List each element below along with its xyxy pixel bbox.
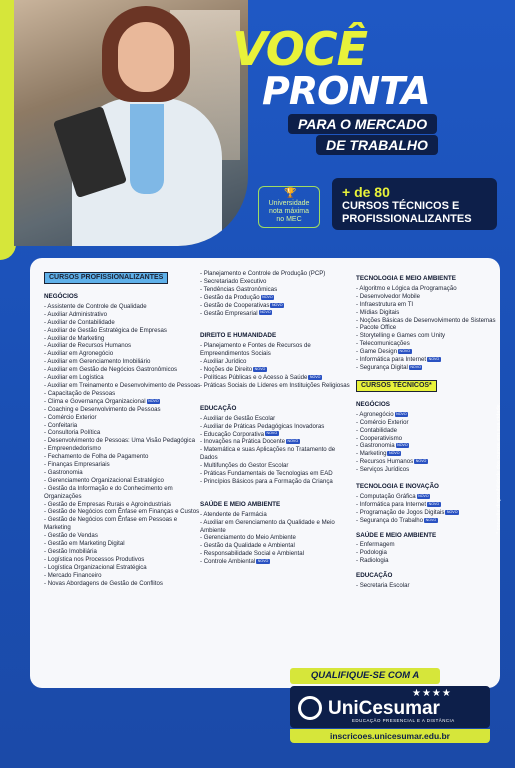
course-name: - Gerenciamento do Meio Ambiente xyxy=(200,534,296,542)
course-name: - Segurança do Trabalho xyxy=(356,516,424,524)
course-name: - Podologia xyxy=(356,549,387,557)
course-item xyxy=(356,501,500,509)
course-name: - Auxiliar em Gestão de Negócios Gastronômicos xyxy=(44,366,178,374)
course-name: - Tendências Gastronômicas xyxy=(200,285,278,293)
course-item xyxy=(44,327,204,335)
headline-line2: PRONTA xyxy=(262,69,430,113)
brand-tagline: EDUCAÇÃO PRESENCIAL E A DISTÂNCIA xyxy=(352,718,455,723)
course-name: - Práticas Fundamentais de Tecnologias em EAD xyxy=(200,470,333,478)
course-name: - Controle Ambiental xyxy=(200,558,256,566)
course-item xyxy=(356,340,500,348)
course-item xyxy=(356,419,500,427)
column-3 xyxy=(356,270,500,590)
course-section xyxy=(200,332,352,389)
course-item xyxy=(356,309,500,317)
new-badge: NOVO xyxy=(428,356,440,361)
course-item xyxy=(44,477,204,485)
course-name: - Gestão de Negócios com Ênfase em Finanças e Custos xyxy=(44,508,200,516)
course-name: - Planejamento e Controle de Produção (PCP) xyxy=(200,270,326,277)
course-item xyxy=(44,540,204,548)
new-badge: NOVO xyxy=(309,374,321,379)
course-item xyxy=(356,541,500,549)
course-section xyxy=(356,572,500,590)
course-item xyxy=(44,303,204,311)
course-item xyxy=(44,350,204,358)
new-badge: NOVO xyxy=(271,302,283,307)
new-badge: NOVO xyxy=(415,459,427,464)
course-item xyxy=(200,310,352,318)
course-item xyxy=(44,437,204,445)
course-item xyxy=(356,450,500,458)
rating-stars: ★★★★ xyxy=(412,688,452,699)
course-item xyxy=(44,398,204,406)
course-name: - Radiologia xyxy=(356,557,389,565)
course-name: - Mercado Financeiro xyxy=(44,571,102,579)
course-name: - Princípios Básicos para a Formação da Criança xyxy=(200,477,333,485)
section-title: EDUCAÇÃO xyxy=(356,572,393,580)
course-name: - Coaching e Desenvolvimento de Pessoas xyxy=(44,405,161,413)
new-badge: NOVO xyxy=(262,294,273,299)
category-heading: CURSOS TÉCNICOS* xyxy=(356,380,437,392)
course-name: - Desenvolvedor Mobile xyxy=(356,292,421,300)
course-item xyxy=(44,366,204,374)
course-item xyxy=(200,358,352,366)
course-name: - Segurança Digital xyxy=(356,363,408,371)
course-list xyxy=(200,270,352,317)
course-name: - Noções de Direito xyxy=(200,366,253,374)
course-name: - Pacote Office xyxy=(356,324,397,332)
course-name: - Multifunções do Gestor Escolar xyxy=(200,462,289,470)
courses-count: + de 80 xyxy=(342,184,390,200)
course-name: - Gerenciamento Organizacional Estratégico xyxy=(44,476,164,484)
mec-line1: Universidade xyxy=(268,200,310,207)
course-item xyxy=(200,278,352,286)
course-section xyxy=(356,532,500,566)
section-title: TECNOLOGIA E MEIO AMBIENTE xyxy=(356,275,456,282)
course-item xyxy=(356,285,500,293)
course-item xyxy=(200,542,352,550)
course-name: - Atendente de Farmácia xyxy=(200,510,267,518)
qualify-banner: QUALIFIQUE-SE COM A xyxy=(290,668,440,684)
course-item xyxy=(44,453,204,461)
course-name: - Algoritmo e Lógica da Programação xyxy=(356,284,457,292)
course-name: - Clima e Governança Organizacional xyxy=(44,397,146,405)
course-item xyxy=(44,485,204,501)
courses-count-line2: PROFISSIONALIZANTES xyxy=(342,213,472,225)
brand-name: UniCesumar xyxy=(328,698,440,719)
course-section xyxy=(356,275,500,372)
course-item xyxy=(200,550,352,558)
course-item xyxy=(44,311,204,319)
new-badge: NOVO xyxy=(418,493,429,498)
course-item xyxy=(44,390,204,398)
course-name: - Gestão da Produção xyxy=(200,293,260,301)
course-name: - Auxiliar de Marketing xyxy=(44,334,105,342)
course-item xyxy=(44,382,204,390)
course-name: - Secretariado Executivo xyxy=(200,277,267,285)
course-name: - Game Design xyxy=(356,348,397,356)
course-item xyxy=(356,493,500,501)
new-badge: NOVO xyxy=(260,310,271,315)
course-name: - Gestão de Empresas Rurais e Agroindustriais xyxy=(44,500,172,508)
course-name: - Gestão em Marketing Digital xyxy=(44,540,125,548)
course-name: - Recursos Humanos xyxy=(356,458,414,466)
headline-tag2: DE TRABALHO xyxy=(316,135,438,155)
course-name: - Enfermagem xyxy=(356,541,395,549)
course-name: - Fechamento de Folha de Pagamento xyxy=(44,453,149,461)
course-item xyxy=(44,469,204,477)
course-name: - Desenvolvimento de Pessoas: Uma Visão Pedagógica xyxy=(44,437,195,445)
course-name: - Cooperativismo xyxy=(356,434,403,442)
course-name: - Comércio Exterior xyxy=(356,418,409,426)
course-item xyxy=(356,557,500,565)
course-name: - Auxiliar de Práticas Pedagógicas Inovadoras xyxy=(200,422,325,430)
course-item xyxy=(200,431,352,439)
course-name: - Matemática e suas Aplicações no Tratamento de Dados xyxy=(200,446,336,462)
course-name: - Auxiliar Jurídico xyxy=(200,358,247,366)
column-1 xyxy=(44,272,204,588)
course-name: - Gestão da Informação e do Conhecimento em Organizações xyxy=(44,484,173,500)
course-item xyxy=(44,461,204,469)
headline-tag1: PARA O MERCADO xyxy=(288,114,437,134)
new-badge: NOVO xyxy=(287,439,299,444)
new-badge: NOVO xyxy=(428,501,440,506)
course-name: - Comércio Exterior xyxy=(44,413,97,421)
courses-count-box xyxy=(332,178,497,230)
brand-logo-box xyxy=(290,686,490,728)
course-name: - Empreendedorismo xyxy=(44,445,101,453)
course-name: - Novas Abordagens de Gestão de Conflitos xyxy=(44,579,163,587)
course-item xyxy=(356,442,500,450)
course-item xyxy=(200,511,352,519)
course-name: - Agronegócio xyxy=(356,410,394,418)
mec-line2: nota máxima xyxy=(268,208,310,215)
course-name: - Gastronomia xyxy=(44,468,83,476)
new-badge: NOVO xyxy=(266,431,278,436)
course-item xyxy=(200,342,352,358)
course-item xyxy=(44,406,204,414)
course-item xyxy=(200,423,352,431)
new-badge: NOVO xyxy=(148,398,159,403)
course-item xyxy=(44,374,204,382)
course-name: - Auxiliar em Agronegócio xyxy=(44,350,114,358)
course-item xyxy=(200,374,352,382)
course-item xyxy=(200,478,352,486)
course-name: - Gestão de Cooperativas xyxy=(200,301,270,309)
course-name: - Logística Organizacional Estratégica xyxy=(44,563,147,571)
course-section xyxy=(200,405,352,486)
course-name: - Gestão da Qualidade e Ambiental xyxy=(200,542,295,550)
course-name: - Políticas Públicas e o Acesso à Saúde xyxy=(200,373,308,381)
course-name: - Contabilidade xyxy=(356,426,397,434)
course-name: - Gestão de Negócios com Ênfase em Pessoas e Marketing xyxy=(44,516,178,532)
course-item xyxy=(200,294,352,302)
course-item xyxy=(44,516,204,532)
course-item xyxy=(200,558,352,566)
course-name: - Auxiliar de Gestão Escolar xyxy=(200,414,276,422)
course-name: - Auxiliar em Treinamento e Desenvolvimento de Pessoas xyxy=(44,381,201,389)
section-title: EDUCAÇÃO xyxy=(200,404,237,412)
course-item xyxy=(200,519,352,535)
course-item xyxy=(356,427,500,435)
course-section xyxy=(200,501,352,566)
website-link[interactable]: inscricoes.unicesumar.edu.br xyxy=(290,729,490,743)
course-item xyxy=(356,293,500,301)
course-name: - Gestão Empresarial xyxy=(200,309,258,317)
mec-badge xyxy=(258,186,320,228)
course-list xyxy=(44,303,204,588)
section-title: DIREITO E HUMANIDADE xyxy=(200,332,277,340)
course-item xyxy=(356,582,500,590)
course-item xyxy=(356,364,500,372)
course-item xyxy=(44,335,204,343)
course-name: - Logística nos Processos Produtivos xyxy=(44,555,145,563)
course-name: - Noções Básicas de Desenvolvimento de Sistemas xyxy=(356,316,496,324)
new-badge: NOVO xyxy=(397,443,408,448)
course-name: - Auxiliar em Logística xyxy=(44,374,104,382)
mec-line3: no MEC xyxy=(276,216,302,223)
course-name: - Informática para Internet xyxy=(356,356,427,364)
new-badge: NOVO xyxy=(254,366,266,371)
course-name: - Educação Corporativa xyxy=(200,430,265,438)
course-name: - Auxiliar em Gerenciamento da Qualidade e Meio Ambiente xyxy=(200,518,335,534)
course-item xyxy=(356,332,500,340)
new-badge: NOVO xyxy=(410,364,421,369)
category-heading: CURSOS PROFISSIONALIZANTES xyxy=(44,272,168,284)
course-item xyxy=(356,317,500,325)
course-name: - Planejamento e Fontes de Recursos de Empreendimentos Sociais xyxy=(200,342,311,358)
section-title: TECNOLOGIA E INOVAÇÃO xyxy=(356,483,439,491)
course-item xyxy=(44,580,204,588)
course-item xyxy=(356,301,500,309)
course-item xyxy=(44,358,204,366)
course-name: - Auxiliar de Contabilidade xyxy=(44,318,115,326)
course-name: - Marketing xyxy=(356,450,387,458)
course-name: - Mídias Digitais xyxy=(356,308,400,316)
course-item xyxy=(356,517,500,525)
availability-note: * consulte disponibilidade dos cursos em sua cidade. xyxy=(496,402,502,534)
course-section xyxy=(356,401,500,474)
course-item xyxy=(44,532,204,540)
course-item xyxy=(44,429,204,437)
new-badge: NOVO xyxy=(425,517,437,522)
course-item xyxy=(44,445,204,453)
new-badge: NOVO xyxy=(388,451,400,456)
course-name: - Serviços Jurídicos xyxy=(356,466,410,474)
course-name: - Gestão Imobiliária xyxy=(44,548,97,555)
course-item xyxy=(200,366,352,374)
course-name: - Storytelling e Games com Unity xyxy=(356,332,446,340)
course-item xyxy=(356,509,500,517)
course-item xyxy=(200,446,352,462)
course-name: - Secretaria Escolar xyxy=(356,582,410,590)
section-title: SAÚDE E MEIO AMBIENTE xyxy=(200,500,281,508)
course-name: - Computação Gráfica xyxy=(356,492,416,500)
course-item xyxy=(44,342,204,350)
course-item xyxy=(44,548,204,556)
hero-photo xyxy=(14,0,248,246)
course-name: - Responsabilidade Social e Ambiental xyxy=(200,550,304,558)
course-name: - Infraestrutura em TI xyxy=(356,300,414,308)
person-shirt xyxy=(130,104,164,194)
course-name: - Auxiliar Administrativo xyxy=(44,310,107,318)
course-item xyxy=(200,534,352,542)
course-item xyxy=(200,470,352,478)
course-item xyxy=(356,435,500,443)
course-name: - Finanças Empresariais xyxy=(44,461,110,469)
course-item xyxy=(44,564,204,572)
course-name: - Auxiliar de Gestão Estratégica de Empresas xyxy=(44,326,167,334)
trophy-icon: 🏆 xyxy=(284,188,297,199)
course-name: - Auxiliar de Recursos Humanos xyxy=(44,342,132,350)
course-name: - Gastronomia xyxy=(356,442,395,450)
course-item xyxy=(44,422,204,430)
section-title: SAÚDE E MEIO AMBIENTE xyxy=(356,531,437,539)
course-item xyxy=(356,356,500,364)
course-name: - Telecomunicações xyxy=(356,340,410,348)
column-2 xyxy=(200,270,352,566)
new-badge: NOVO xyxy=(399,349,411,354)
course-item xyxy=(356,324,500,332)
course-item xyxy=(200,286,352,294)
course-name: - Programação de Jogos Digitais xyxy=(356,508,445,516)
course-item xyxy=(44,556,204,564)
course-item xyxy=(44,414,204,422)
course-name: - Capacitação de Pessoas xyxy=(44,389,116,397)
course-item xyxy=(44,572,204,580)
course-item xyxy=(356,411,500,419)
course-item xyxy=(200,438,352,446)
course-name: - Confeitaria xyxy=(44,421,78,429)
course-item xyxy=(200,382,352,390)
course-name: - Informática para Internet xyxy=(356,500,427,508)
course-name: - Auxiliar em Gerenciamento Imobiliário xyxy=(44,358,151,366)
headline-line1: VOCÊ xyxy=(232,22,368,76)
courses-count-line1: CURSOS TÉCNICOS E xyxy=(342,200,460,212)
course-sections xyxy=(200,317,352,566)
course-item xyxy=(200,270,352,278)
new-badge: NOVO xyxy=(396,411,407,416)
person-face xyxy=(118,22,174,92)
course-name: - Inovações na Prática Docente xyxy=(200,438,286,446)
course-item xyxy=(200,462,352,470)
section-title: NEGÓCIOS xyxy=(44,293,78,300)
course-item xyxy=(356,466,500,474)
course-name: - Práticas Sociais de Líderes em Instituições Religiosas xyxy=(200,381,350,389)
course-item xyxy=(200,302,352,310)
course-item xyxy=(356,458,500,466)
new-badge: NOVO xyxy=(257,559,269,564)
section-title: NEGÓCIOS xyxy=(356,400,390,408)
course-name: - Gestão de Vendas xyxy=(44,532,98,540)
new-badge: NOVO xyxy=(446,509,458,514)
course-item xyxy=(44,319,204,327)
course-section xyxy=(356,483,500,525)
course-item xyxy=(200,415,352,423)
course-item xyxy=(356,549,500,557)
course-item xyxy=(356,348,500,356)
unicesumar-logo-icon xyxy=(298,696,322,720)
course-name: - Consultoria Política xyxy=(44,429,101,437)
course-name: - Assistente de Controle de Qualidade xyxy=(44,302,147,310)
